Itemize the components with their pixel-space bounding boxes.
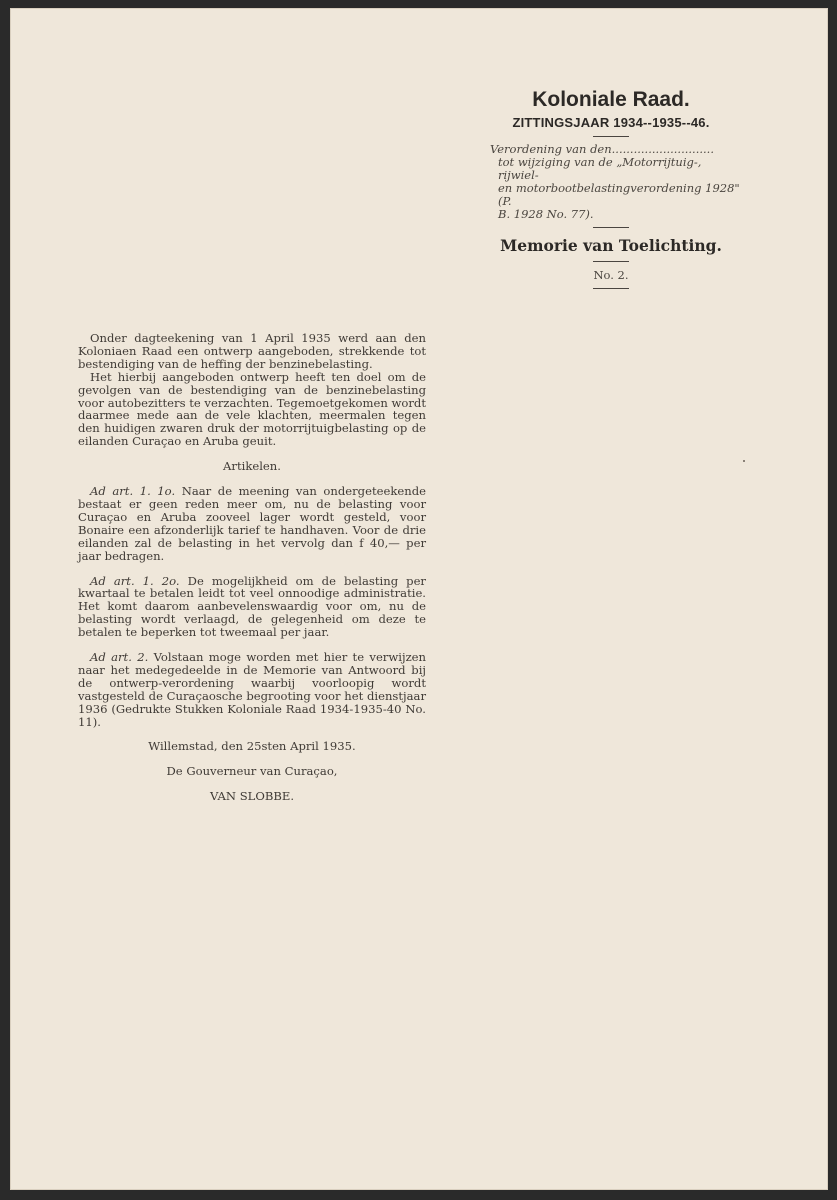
subject-line-1: Verordening van den............................ bbox=[490, 142, 714, 156]
article-1-1-paragraph bbox=[78, 485, 426, 562]
purpose-paragraph: Het hierbij aangeboden ontwerp heeft ten doel om de gevolgen van de bestendiging van de benzinebelasting voor autobezitters te verzachten. Tegemoetgekomen wordt daarmee mede aan de vele klachten, meermalen tegen den huidigen zwaren druk der motorrijtuigbelasting op de eilanden Curaçao en Aruba geuit. bbox=[78, 369, 426, 449]
article-text: Naar de meening van ondergeteekende bestaat er geen reden meer om, nu de belasting voor Curaçao en Aruba zooveel lager wordt gesteld, voor Bonaire een afzonderlijk tarief te handhaven. Voor de drie eilanden zal de belasting in het vervolg dan f 40,— per jaar bedragen. bbox=[78, 484, 426, 563]
document-page bbox=[10, 8, 828, 1190]
article-1-2-paragraph bbox=[78, 575, 426, 640]
article-text: Volstaan moge worden met hier te verwijzen naar het medegedeelde in de Memorie van Antwoord bij de ontwerp-verordening waarbij voorloopig wordt vastgesteld de Curaçaosche begrooting voor het dienstjaar 1936 (Gedrukte Stukken Koloniale Raad 1934-1935-40 No. 11). bbox=[78, 650, 427, 729]
session-year: ZITTINGSJAAR 1934--1935--46. bbox=[512, 115, 710, 130]
article-reference: Ad art. 2. bbox=[90, 650, 149, 665]
place-date: Willemstad, den 25sten April 1935. bbox=[148, 739, 356, 754]
divider bbox=[593, 288, 629, 289]
ordinance-subject bbox=[480, 143, 742, 221]
articles-heading: Artikelen. bbox=[223, 459, 281, 474]
signatory-title: De Gouverneur van Curaçao, bbox=[166, 764, 338, 779]
article-2-paragraph bbox=[78, 651, 426, 728]
subject-line-2: tot wijziging van de „Motorrijtuig-, rijwiel- bbox=[498, 155, 702, 182]
subject-line-4: B. 1928 No. 77). bbox=[498, 207, 594, 221]
paper-speck bbox=[743, 460, 745, 462]
article-text: De mogelijkheid om de belasting per kwartaal te betalen leidt tot veel onnoodige administratie. Het komt daarom aanbevelenswaardig voor om, nu de belasting wordt verlaagd, de gelegenheid om deze te betalen te beperken tot tweemaal per jaar. bbox=[78, 573, 426, 640]
divider bbox=[593, 227, 629, 228]
document-header bbox=[480, 88, 742, 295]
subject-line-3: en motorbootbelastingverordening 1928" (P. bbox=[498, 181, 740, 208]
divider bbox=[593, 261, 629, 262]
document-type-heading: Memorie van Toelichting. bbox=[500, 236, 722, 255]
article-reference: Ad art. 1. 2o. bbox=[90, 573, 180, 588]
council-title: Koloniale Raad. bbox=[532, 88, 690, 111]
signatory-name: VAN SLOBBE. bbox=[209, 789, 295, 804]
divider bbox=[593, 136, 629, 137]
document-body bbox=[78, 332, 426, 803]
document-number: No. 2. bbox=[593, 268, 629, 282]
article-reference: Ad art. 1. 1o. bbox=[90, 484, 176, 499]
intro-paragraph: Onder dagteekening van 1 April 1935 werd aan den Koloniaen Raad een ontwerp aangeboden, strekkende tot bestendiging van de heffing der benzinebelasting. bbox=[78, 331, 426, 371]
